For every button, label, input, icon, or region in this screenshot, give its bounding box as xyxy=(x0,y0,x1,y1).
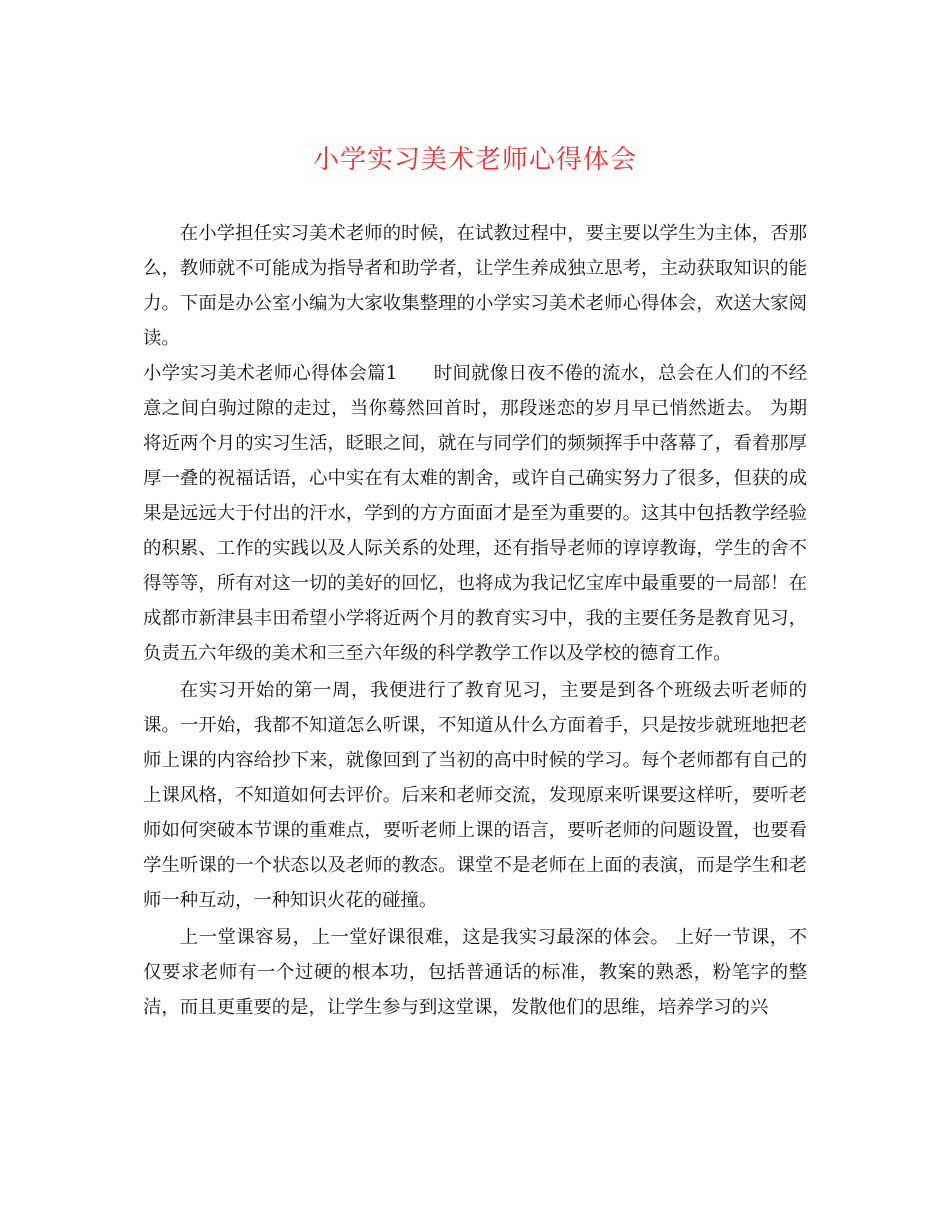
section-heading: 小学实习美术老师心得体会篇1 xyxy=(143,363,398,384)
page-title: 小学实习美术老师心得体会 xyxy=(312,145,637,175)
body-paragraph-2: 在实习开始的第一周，我便进行了教育见习，主要是到各个班级去听老师的课。一开始，我都不知道怎么听课，不知道从什么方面着手，只是按步就班地把老师上课的内容给抄下来，就像回到了当初的高中时候的学习。每个老师都有自己的上课风格，不知道如何去评价。后来和老师交流，发现原来听课要这样听，要听老师如何突破本节课的重难点，要听老师上课的语言，要听老师的问题设置，也要看学生听课的一个状态以及老师的教态。课堂不是老师在上面的表演，而是学生和老师一种互动，一种知识火花的碰撞。 xyxy=(143,680,807,911)
document-body xyxy=(143,216,807,1025)
section-paragraph-1-text: 时间就像日夜不倦的流水，总会在人们的不经意之间白驹过隙的走过，当你蓦然回首时，那段迷恋的岁月早已悄然逝去。 为期将近两个月的实习生活，眨眼之间，就在与同学们的频频挥手中落幕了，看着那厚厚一叠的祝福话语，心中实在有太难的割舍，或许自己确实努力了很多，但获的成果是远远大于付出的汗水，学到的方方面面才是至为重要的。这其中包括教学经验的积累、工作的实践以及人际关系的处理，还有指导老师的谆谆教诲，学生的舍不得等等，所有对这一切的美好的回忆，也将成为我记忆宝库中最重要的一局部！在成都市新津县丰田希望小学将近两个月的教育实习中，我的主要任务是教育见习，负责五六年级的美术和三至六年级的科学教学工作以及学校的德育工作。 xyxy=(143,363,807,664)
body-paragraph-3: 上一堂课容易，上一堂好课很难，这是我实习最深的体会。 上好一节课，不仅要求老师有一个过硬的根本功，包括普通话的标准，教案的熟悉，粉笔字的整洁，而且更重要的是，让学生参与到这堂课，发散他们的思维，培养学习的兴 xyxy=(143,927,807,1018)
intro-paragraph: 在小学担任实习美术老师的时候，在试教过程中，要主要以学生为主体，否那么，教师就不可能成为指导者和助学者，让学生养成独立思考，主动获取知识的能力。下面是办公室小编为大家收集整理的小学实习美术老师心得体会，欢送大家阅读。 xyxy=(143,223,807,349)
section-paragraph-1 xyxy=(143,356,807,671)
